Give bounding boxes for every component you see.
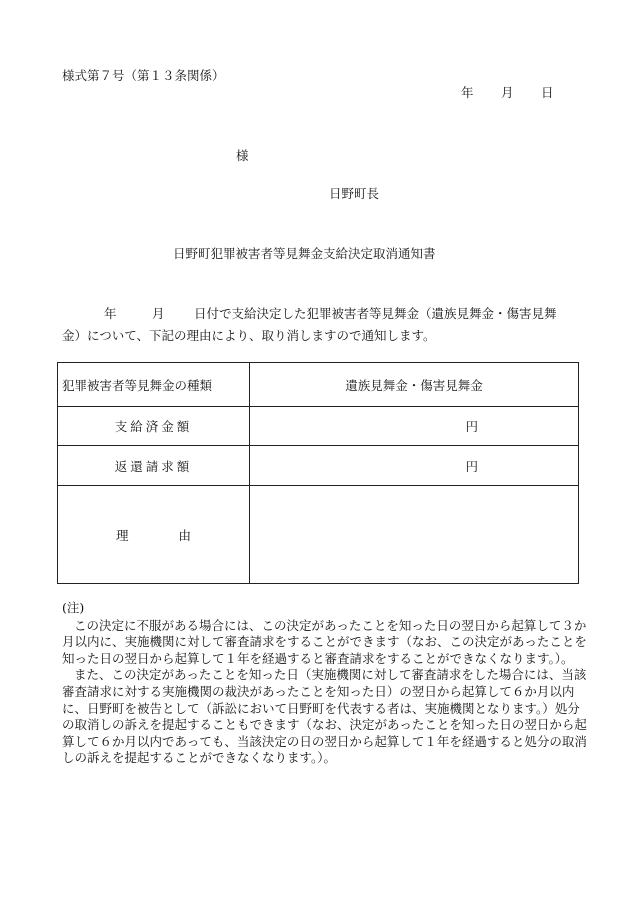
reason-label-2: 由 [178, 527, 192, 543]
date-day: 日 [541, 85, 554, 100]
body-paragraph [62, 303, 582, 347]
table-row [58, 446, 579, 486]
body-year: 年 [104, 306, 117, 321]
kind-value: 遺族見舞金・傷害見舞金 [250, 363, 579, 407]
date-month: 月 [501, 85, 514, 100]
notes-paragraph-1: この決定に不服がある場合には、この決定があったことを知った日の翌日から起算して３か月以内に、実施機関に対して審査請求をすることができます（なお、この決定があったことを知った日の翌日から起算して１年を経過すると審査請求をすることができなくなります。）。 [62, 617, 587, 666]
date-line [461, 83, 554, 101]
reason-label [58, 486, 250, 584]
body-line-1-text: 日付で支給決定した犯罪被害者等見舞金（遺族見舞金・傷害見舞 [194, 306, 557, 321]
issuer: 日野町長 [329, 186, 380, 201]
table-row [58, 407, 579, 446]
paid-amount-label: 支給済金額 [58, 407, 250, 446]
notes-paragraph-2: また、この決定があったことを知った日（実施機関に対して審査請求をした場合には、当該審査請求に対する実施機関の裁決があったことを知った日）の翌日から起算して６か月以内に、日野町を被告として（訴訟において日野町を代表する者は、実施機関となります。）処分の取消しの訴えを提起することもできます（なお、決定があったことを知った日の翌日から起算して６か月以内であっても、当該決定の日の翌日から起算して１年を経過すると処分の取消しの訴えを提起することができなくなります。）。 [62, 667, 587, 766]
paid-amount-value: 円 [250, 407, 579, 446]
details-table [57, 362, 579, 584]
refund-amount-label: 返還請求額 [58, 446, 250, 486]
table-row [58, 486, 579, 584]
notes-section [62, 600, 588, 767]
body-line-1 [62, 303, 582, 325]
form-number: 様式第７号（第１３条関係） [62, 68, 225, 83]
body-line-2: 金）について、下記の理由により、取り消しますので通知します。 [62, 328, 436, 343]
table-row [58, 363, 579, 407]
notes-heading: (注) [62, 600, 85, 615]
body-month: 月 [152, 306, 165, 321]
date-year: 年 [461, 85, 474, 100]
refund-amount-value: 円 [250, 446, 579, 486]
addressee-suffix: 様 [236, 148, 249, 163]
kind-label: 犯罪被害者等見舞金の種類 [58, 363, 250, 407]
reason-value [250, 486, 579, 584]
document-title: 日野町犯罪被害者等見舞金支給決定取消通知書 [173, 246, 436, 261]
reason-label-1: 理 [115, 527, 129, 543]
